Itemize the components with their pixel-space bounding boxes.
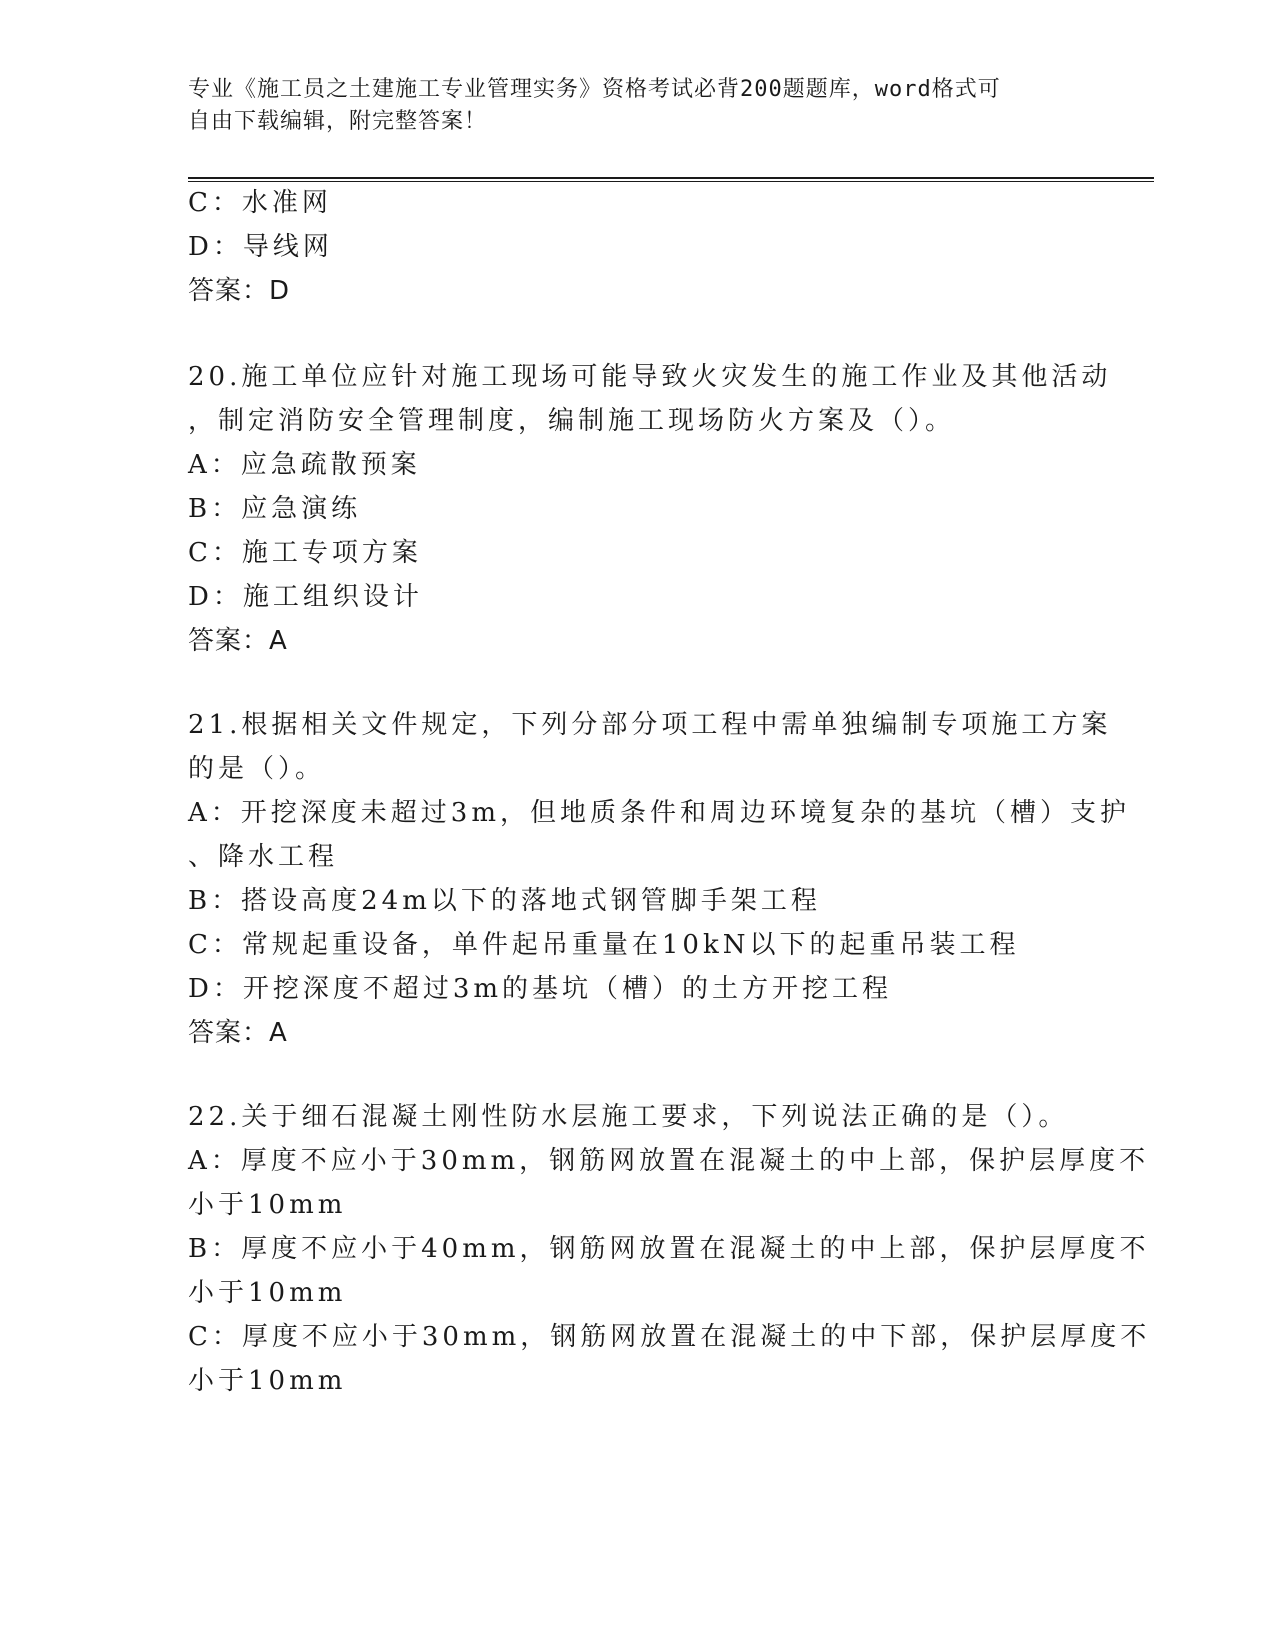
q22-option-a-line-1: A：厚度不应小于30mm，钢筋网放置在混凝土的中上部，保护层厚度不 — [188, 1146, 1150, 1176]
q22-option-c-line-1: C：厚度不应小于30mm，钢筋网放置在混凝土的中下部，保护层厚度不 — [188, 1322, 1151, 1352]
q21-option-d: D：开挖深度不超过3m的基坑（槽）的土方开挖工程 — [188, 974, 893, 1004]
q21-answer: 答案：A — [188, 1018, 288, 1048]
header-divider — [188, 177, 1154, 182]
q20-option-c: C：施工专项方案 — [188, 538, 422, 568]
q22-option-b-line-1: B：厚度不应小于40mm，钢筋网放置在混凝土的中上部，保护层厚度不 — [188, 1234, 1150, 1264]
q21-option-a-line-2: 、降水工程 — [188, 842, 339, 872]
q20-option-a: A：应急疏散预案 — [188, 450, 421, 480]
q19-answer: 答案：D — [188, 276, 291, 306]
q20-option-d: D：施工组织设计 — [188, 582, 423, 612]
q21-option-c: C：常规起重设备，单件起吊重量在10kN以下的起重吊装工程 — [188, 930, 1020, 960]
q19-option-d: D：导线网 — [188, 232, 333, 262]
q21-option-a-line-1: A：开挖深度未超过3m，但地质条件和周边环境复杂的基坑（槽）支护 — [188, 798, 1130, 828]
q20-stem-line-1: 20.施工单位应针对施工现场可能导致火灾发生的施工作业及其他活动 — [188, 362, 1112, 392]
q22-option-b-line-2: 小于10mm — [188, 1278, 347, 1308]
q20-answer: 答案：A — [188, 626, 288, 656]
q21-stem-line-2: 的是（）。 — [188, 754, 326, 784]
q20-stem-line-2: ，制定消防安全管理制度，编制施工现场防火方案及（）。 — [188, 406, 956, 436]
q21-option-b: B：搭设高度24m以下的落地式钢管脚手架工程 — [188, 886, 821, 916]
page-header — [188, 74, 1088, 138]
q20-option-b: B：应急演练 — [188, 494, 362, 524]
header-title-line-2: 自由下载编辑，附完整答案！ — [188, 109, 488, 134]
q19-option-c: C：水准网 — [188, 188, 332, 218]
q22-option-c-line-2: 小于10mm — [188, 1366, 347, 1396]
q21-stem-line-1: 21.根据相关文件规定，下列分部分项工程中需单独编制专项施工方案 — [188, 710, 1112, 740]
q22-option-a-line-2: 小于10mm — [188, 1190, 347, 1220]
header-title-line-1: 专业《施工员之土建施工专业管理实务》资格考试必背200题题库，word格式可 — [188, 77, 1001, 102]
q22-stem-line-1: 22.关于细石混凝土刚性防水层施工要求，下列说法正确的是（）。 — [188, 1102, 1069, 1132]
